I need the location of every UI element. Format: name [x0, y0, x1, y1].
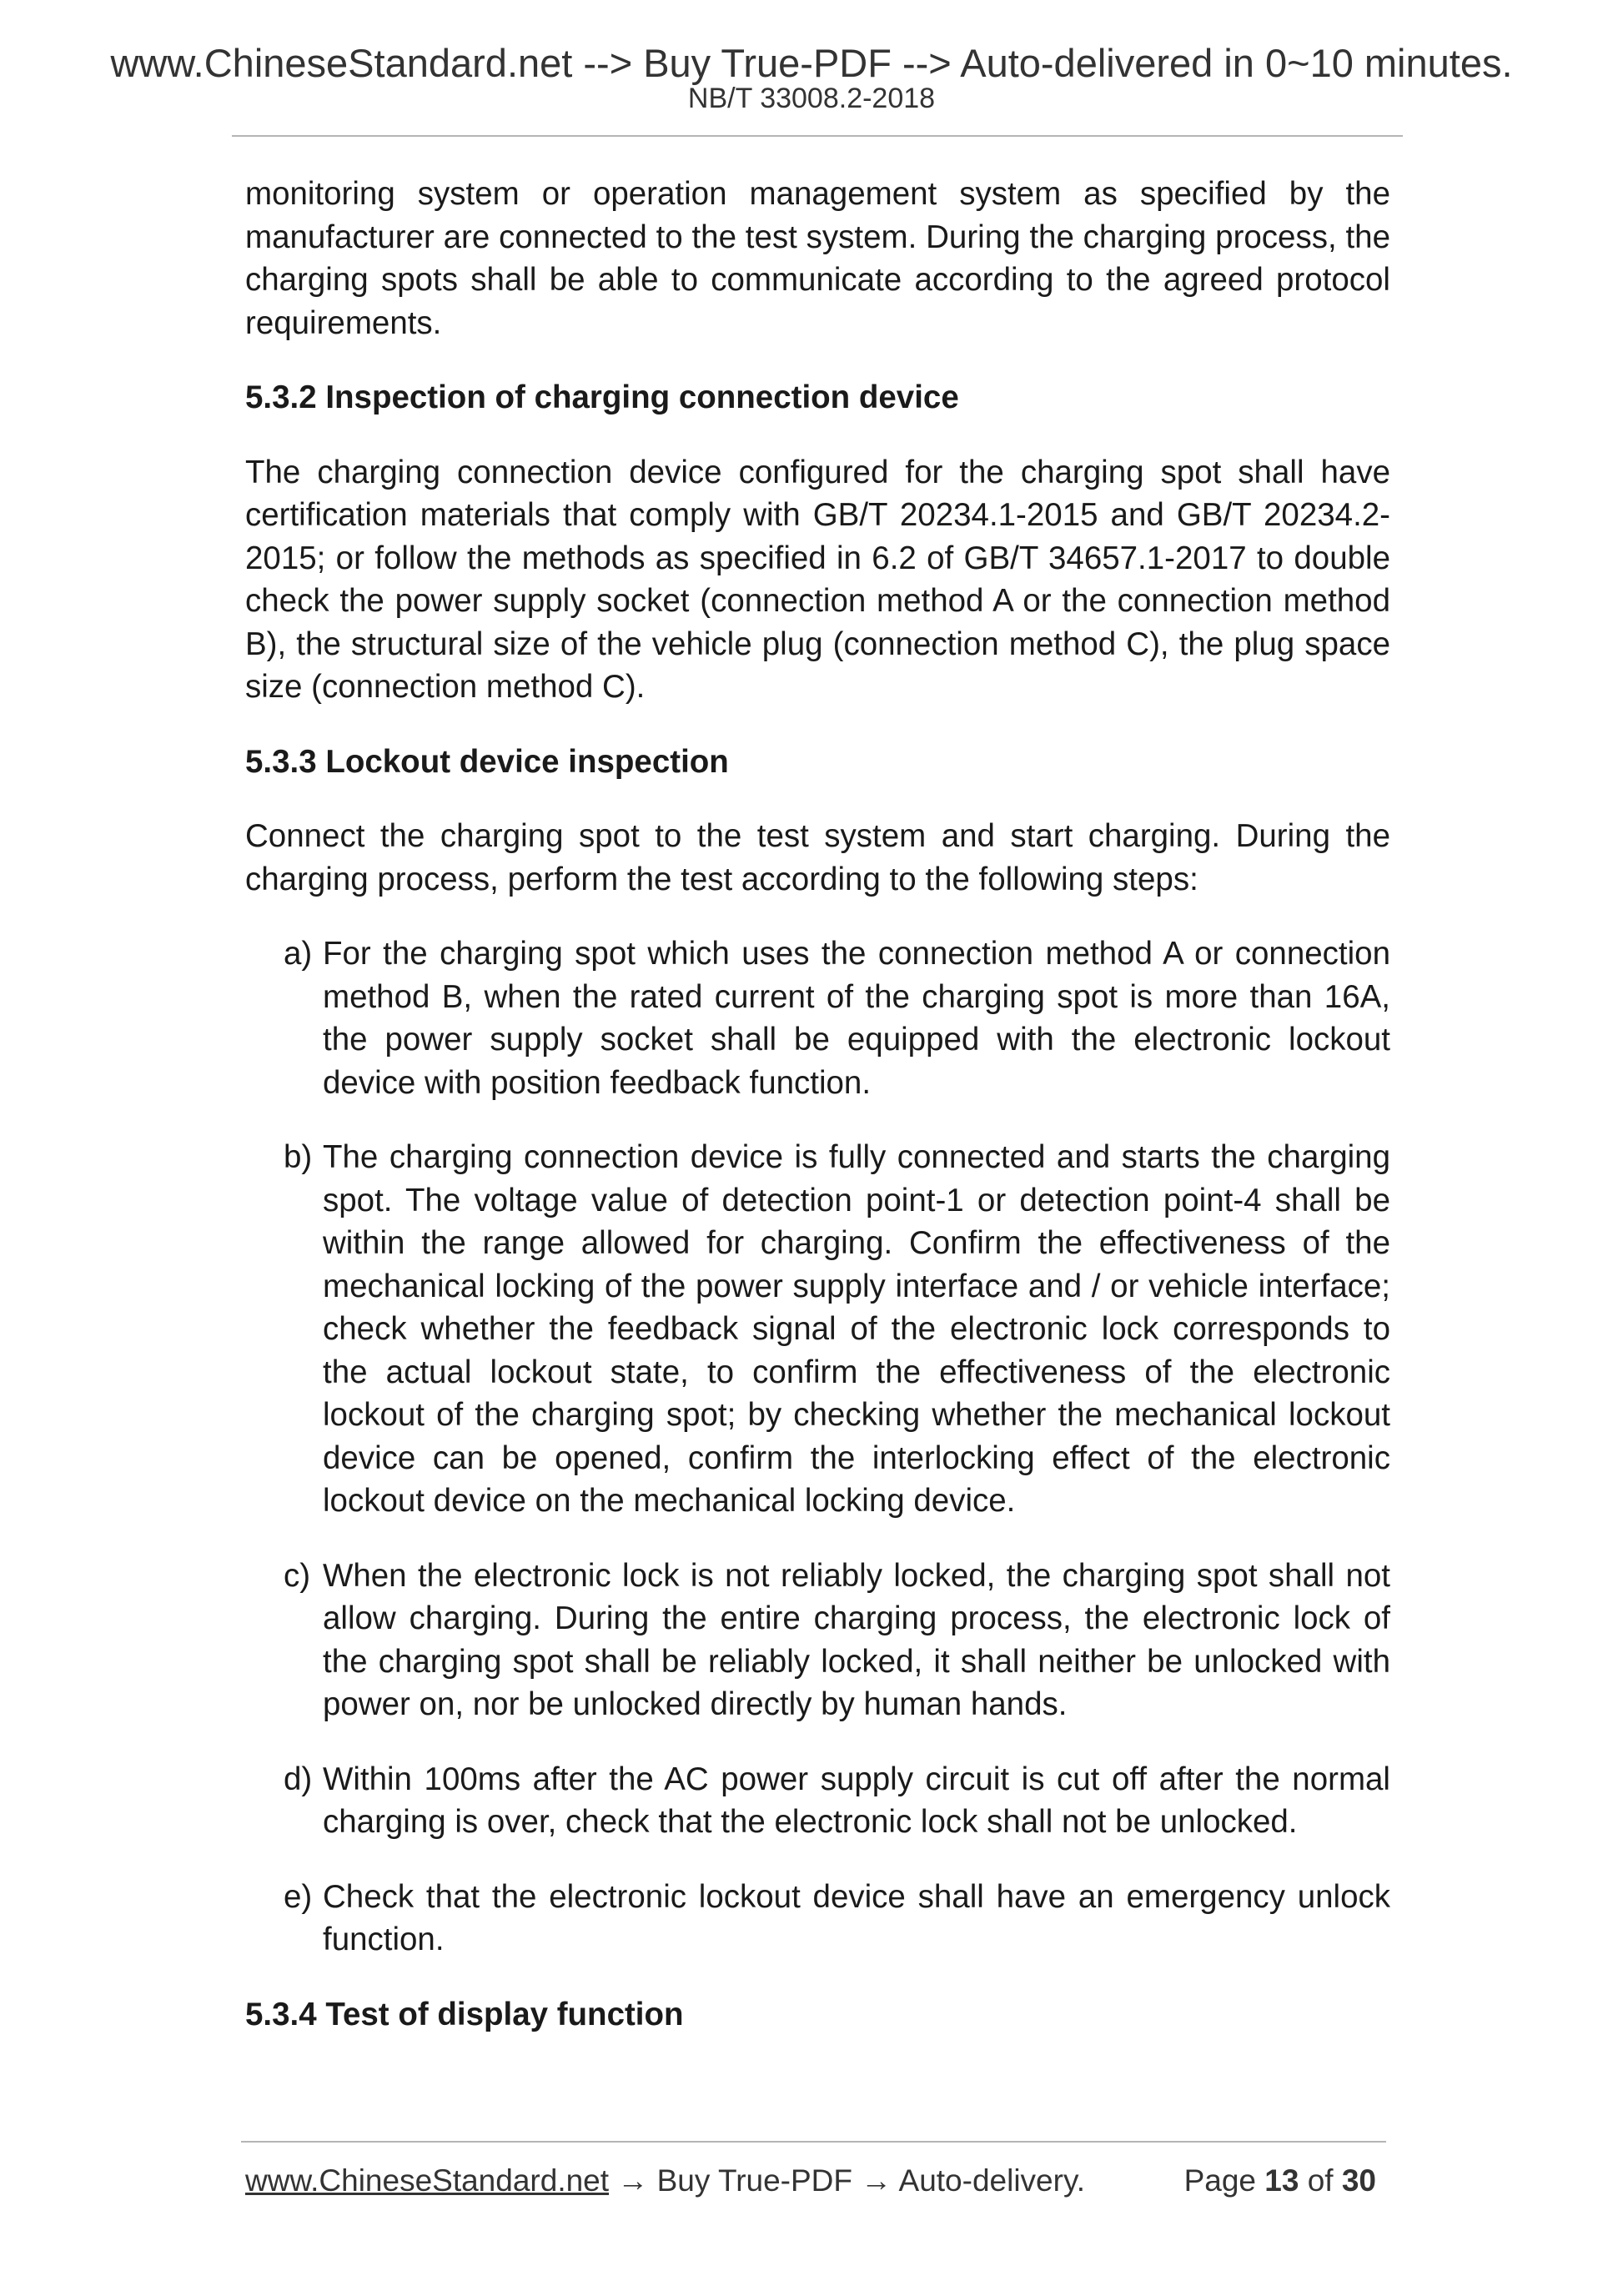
list-item: [245, 1555, 1390, 1726]
footer-site-link[interactable]: www.ChineseStandard.net: [245, 2163, 610, 2198]
footer-divider: [241, 2141, 1386, 2143]
list-item-text: Within 100ms after the AC power supply circuit is cut off after the normal charging is over, check that the electronic lock shall not be unlocked.: [323, 1761, 1390, 1840]
footer-tagline: → Buy True-PDF → Auto-delivery.: [609, 2163, 1085, 2198]
list-item: [245, 932, 1390, 1104]
list-marker: c): [284, 1557, 311, 1594]
intro-paragraph: monitoring system or operation management system as specified by the manufacturer are connected to the test system. During the charging process, the charging spots shall be able to communicate according to the agreed protocol requirements.: [245, 176, 1390, 341]
list-item-text: For the charging spot which uses the connection method A or connection method B, when the rated current of the charging spot is more than 16A, the power supply socket shall be equipped with the electronic lockout device with position feedback function.: [323, 936, 1390, 1101]
page-total: 30: [1341, 2163, 1376, 2198]
heading-5-3-4: 5.3.4 Test of display function: [245, 1996, 684, 2032]
page-content: [245, 173, 1390, 2067]
list-marker: e): [284, 1878, 313, 1915]
heading-5-3-2: 5.3.2 Inspection of charging connection device: [245, 379, 959, 415]
list-marker: d): [284, 1761, 313, 1797]
list-item: [245, 1136, 1390, 1523]
header-divider: [232, 135, 1403, 137]
list-marker: a): [284, 936, 313, 972]
list-item: [245, 1758, 1390, 1844]
page-number: 13: [1264, 2163, 1299, 2198]
list-marker: b): [284, 1139, 313, 1175]
footer: [245, 2162, 1384, 2200]
heading-5-3-3: 5.3.3 Lockout device inspection: [245, 743, 729, 780]
list-item-text: When the electronic lock is not reliably locked, the charging spot shall not allow charging. During the entire charging process, the electronic lock of the charging spot shall be reliably locked, it shall neither be unlocked with power on, nor be unlocked directly by human hands.: [323, 1557, 1390, 1722]
list-item-text: Check that the electronic lockout device shall have an emergency unlock function.: [323, 1878, 1390, 1957]
paragraph-5-3-3: Connect the charging spot to the test system and start charging. During the charging process, perform the test according to the following steps:: [245, 818, 1390, 897]
page-of-label: of: [1307, 2163, 1334, 2198]
page-label: Page: [1183, 2163, 1256, 2198]
list-item: [245, 1876, 1390, 1962]
header-banner: www.ChineseStandard.net --> Buy True-PDF --> Auto-delivered in 0~10 minutes.: [110, 41, 1513, 85]
paragraph-5-3-2: The charging connection device configured for the charging spot shall have certification materials that comply with GB/T 20234.1-2015 and GB/T 20234.2-2015; or follow the methods as specified in 6.2 of GB/T 34657.1-2017 to double check the power supply socket (connection method A or the connection method B), the structural size of the vehicle plug (connection method C), the plug space size (connection method C).: [245, 454, 1390, 705]
document-id: NB/T 33008.2-2018: [687, 83, 936, 114]
list-item-text: The charging connection device is fully connected and starts the charging spot. The voltage value of detection point-1 or detection point-4 shall be within the range allowed for charging. Confirm the effectiveness of the mechanical locking of the power supply interface and / or vehicle interface; check whether the feedback signal of the electronic lock corresponds to the actual lockout state, to confirm the effectiveness of the electronic lockout of the charging spot; by checking whether the mechanical lockout device can be opened, confirm the interlocking effect of the electronic lockout device on the mechanical locking device.: [323, 1139, 1390, 1519]
page-indicator: [1184, 2162, 1376, 2200]
